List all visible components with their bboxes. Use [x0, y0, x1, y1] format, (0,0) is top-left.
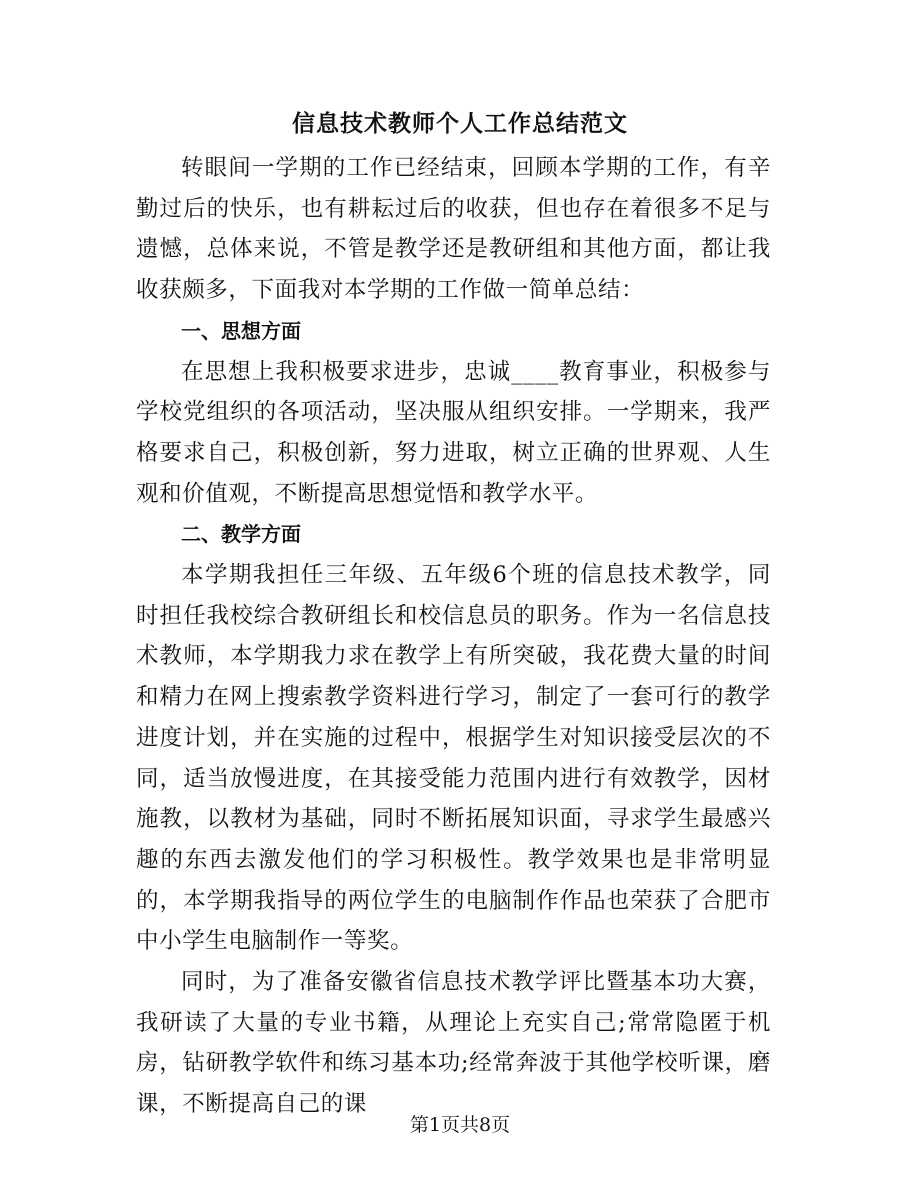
teaching-paragraph-continued: 同时，为了准备安徽省信息技术教学评比暨基本功大赛，我研读了大量的专业书籍，从理论上充实自己;常常隐匿于机房，钻研教学软件和练习基本功;经常奔波于其他学校听课，磨课，不断提高自己的课: [136, 969, 771, 1118]
intro-paragraph: 转眼间一学期的工作已经结束，回顾本学期的工作，有辛勤过后的快乐，也有耕耘过后的收获，但也存在着很多不足与遗憾，总体来说，不管是教学还是教研组和其他方面，都让我收获颇多，下面我对本学期的工作做一简单总结：: [136, 155, 771, 304]
document-body: [136, 148, 771, 1125]
section-heading-ideology: 一、思想方面: [181, 318, 301, 343]
page-number-footer: 第1页共8页: [409, 1114, 511, 1136]
teaching-paragraph: 本学期我担任三年级、五年级6个班的信息技术教学，同时担任我校综合教研组长和校信息员的职务。作为一名信息技术教师，本学期我力求在教学上有所突破，我花费大量的时间和精力在网上搜索教学资料进行学习，制定了一套可行的教学进度计划，并在实施的过程中，根据学生对知识接受层次的不同，适当放慢进度，在其接受能力范围内进行有效教学，因材施教，以教材为基础，同时不断拓展知识面，寻求学生最感兴趣的东西去激发他们的学习积极性。教学效果也是非常明显的，本学期我指导的两位学生的电脑制作作品也荣获了合肥市中小学生电脑制作一等奖。: [136, 562, 771, 955]
document-title: 信息技术教师个人工作总结范文: [292, 111, 628, 137]
ideology-paragraph: 在思想上我积极要求进步，忠诚____教育事业，积极参与学校党组织的各项活动，坚决服从组织安排。一学期来，我严格要求自己，积极创新，努力进取，树立正确的世界观、人生观和价值观，不断提高思想觉悟和教学水平。: [136, 358, 771, 507]
section-heading-teaching: 二、教学方面: [181, 522, 301, 547]
